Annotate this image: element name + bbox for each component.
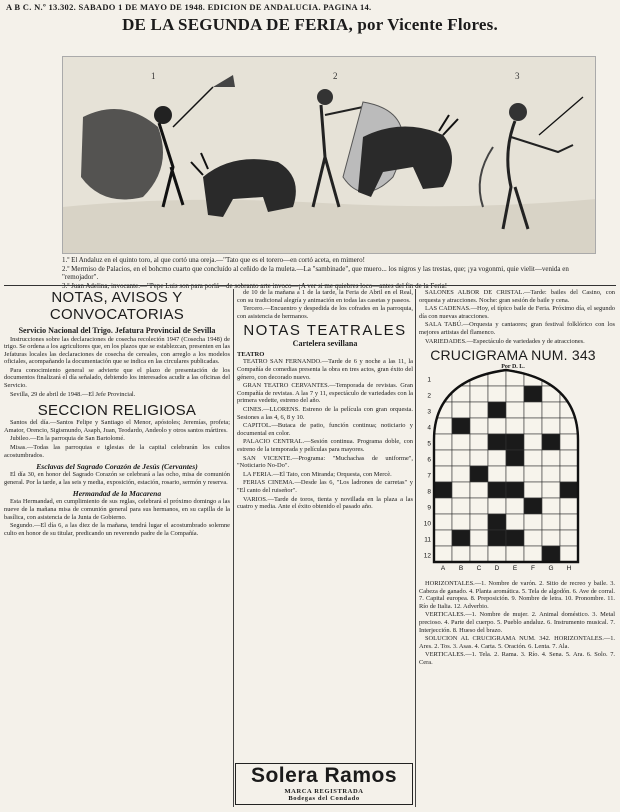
advert-line-1: MARCA REGISTRADA <box>284 788 364 795</box>
crossword-cell[interactable] <box>434 530 452 546</box>
crossword-cell[interactable] <box>542 418 560 434</box>
crossword-cell[interactable] <box>452 402 470 418</box>
panel-number-1: 1 <box>151 71 156 81</box>
crossword-cell[interactable] <box>470 434 488 450</box>
crossword-cell[interactable] <box>452 450 470 466</box>
left-column <box>4 289 230 809</box>
theater-paragraph: FERIAS CINEMA.—Desde las 6, "Los ladrones de carretas" y "El canto del ruiseñor". <box>237 479 413 494</box>
crossword-cell[interactable] <box>452 482 470 498</box>
page-header: A B C. N.º 13.302. SABADO 1 DE MAYO DE 1948. EDICION DE ANDALUCIA. PAGINA 14. <box>6 2 372 12</box>
crossword-cell[interactable] <box>452 514 470 530</box>
crossword-cell[interactable] <box>434 546 452 562</box>
crossword-author: Por D. L. <box>501 364 525 370</box>
right-column-bottom <box>419 580 615 808</box>
cartelera-subheading: Cartelera sevillana <box>292 339 358 349</box>
crossword-cell[interactable] <box>488 466 506 482</box>
crossword-heading: CRUCIGRAMA NUM. 343 <box>430 347 596 363</box>
crossword-cell[interactable] <box>470 530 488 546</box>
esclavas-paragraph: El día 30, en honor del Sagrado Corazón se celebrará a las ocho, misa de comunión general. Por la tarde, a las seis y media, exposición, estación, rosario, sermón y reserva. <box>4 471 230 486</box>
crossword-cell[interactable] <box>524 450 542 466</box>
crossword-cell[interactable] <box>488 402 506 418</box>
crossword-cell[interactable] <box>470 498 488 514</box>
solera-ramos-advert <box>235 763 413 805</box>
right-top-paragraph: LAS CADENAS.—Hoy, el típico baile de Feria. Próximo día, el segundo día con nuevas atracciones. <box>419 305 615 320</box>
crossword-cell[interactable] <box>524 530 542 546</box>
crossword-cell[interactable] <box>542 514 560 530</box>
mid-top-paragraph: de 10 de la mañana a 1 de la tarde, la Feria de Abril en el Real, con su tradicional alegría y animación en todas las casetas y paseos. <box>237 289 413 304</box>
crossword-column-letter: G <box>548 565 554 572</box>
crossword-cell[interactable] <box>506 482 524 498</box>
crossword-cell[interactable] <box>434 434 452 450</box>
crossword-cell[interactable] <box>488 530 506 546</box>
theater-paragraph: GRAN TEATRO CERVANTES.—Temporada de revistas. Gran Compañía de revistas. A las 7 y 11, espectáculo de variedades con la primera vedette, estreno del año. <box>237 382 413 405</box>
crossword-cell[interactable] <box>524 418 542 434</box>
macarena-paragraph: Esta Hermandad, en cumplimiento de sus reglas, celebrará el próximo domingo a las nueve de la mañana misa de comunión general para sus hermanos, en su capilla de la basílica, con asistencia de la Junta de Gobierno. <box>4 498 230 521</box>
crossword-cell[interactable] <box>488 546 506 562</box>
crossword-svg <box>420 366 590 578</box>
esclavas-heading: Esclavas del Sagrado Corazón de Jesús (Cervantes) <box>36 462 198 472</box>
crossword-cell[interactable] <box>560 434 578 450</box>
crossword-cell[interactable] <box>488 450 506 466</box>
crossword-cell[interactable] <box>452 546 470 562</box>
right-top-paragraph: SALA TABÚ.—Orquesta y cantaores; gran festival folklórico con los mejores artistas del flamenco. <box>419 321 615 336</box>
crossword-cell[interactable] <box>542 498 560 514</box>
right-top-paragraph: SALONES ALBOR DE CRISTAL.—Tarde: bailes del Casino, con orquesta y atracciones. Noche: gran sesión de baile y cena. <box>419 289 615 304</box>
crossword-row-number: 3 <box>427 408 431 416</box>
theater-paragraph: CAPITOL.—Butaca de patio, función continua; noticiario y documental en color. <box>237 422 413 437</box>
trigo-paragraph: Sevilla, 29 de abril de 1948.—El Jefe Provincial. <box>10 390 136 398</box>
religious-paragraph: Santos del día.—Santos Felipe y Santiago el Menor, apóstoles; Jeremías, profeta; Amator, Orencio, Sigismundo, Asaph, Juan, Teodardo, Andeolo y otros santos mártires. <box>4 419 230 434</box>
crossword-row-number: 2 <box>427 392 431 400</box>
crossword-row-number: 11 <box>424 536 431 544</box>
crossword-cell[interactable] <box>542 370 560 386</box>
theater-label: TEATRO <box>237 350 265 358</box>
crossword-cell[interactable] <box>434 466 452 482</box>
advert-line-2: Bodegas del Condado <box>288 795 360 802</box>
crossword-row-number: 8 <box>427 488 431 496</box>
crossword-cell[interactable] <box>506 450 524 466</box>
crossword-row-number: 10 <box>423 520 431 528</box>
crossword-cell[interactable] <box>524 386 542 402</box>
crossword-cell[interactable] <box>506 498 524 514</box>
crossword-cell[interactable] <box>488 434 506 450</box>
crossword-cell[interactable] <box>506 546 524 562</box>
theater-paragraph: VARIOS.—Tarde de toros, tienta y novillada en la plaza a las cuatro y media. Ante el éxito obtenido el pasado año. <box>237 495 413 511</box>
column-rule <box>233 289 234 807</box>
crossword-cell[interactable] <box>452 370 470 386</box>
crossword-row-number: 6 <box>427 456 431 464</box>
crossword-cell[interactable] <box>560 466 578 482</box>
crossword-cell[interactable] <box>542 466 560 482</box>
crossword-cell[interactable] <box>542 450 560 466</box>
crossword-column-letter: D <box>494 565 500 572</box>
crossword-cell[interactable] <box>470 402 488 418</box>
crossword-cells <box>434 370 578 562</box>
theater-paragraph: LA FERIA.—El Tato, con Miranda; Orquesta, con Mercè. <box>243 470 392 478</box>
crossword-cell[interactable] <box>488 386 506 402</box>
crossword-cell[interactable] <box>506 530 524 546</box>
crossword-column-letter: H <box>566 565 572 572</box>
page-title: DE LA SEGUNDA DE FERIA, por Vicente Flores. <box>122 15 498 34</box>
crossword-column-letter: B <box>458 565 464 572</box>
crossword-cell[interactable] <box>506 402 524 418</box>
theater-paragraph: SAN VICENTE.—Programa: "Muchachas de uniforme", "Noticiario No-Do". <box>237 454 413 470</box>
crossword-cell[interactable] <box>506 514 524 530</box>
theater-paragraph: TEATRO SAN FERNANDO.—Tarde de 6 y noche a las 11, la Compañía de comedias presenta la obra en tres actos, gran éxito del género, con decorado nuevo. <box>237 358 413 381</box>
crossword-cell[interactable] <box>488 482 506 498</box>
panel-number-3: 3 <box>515 71 520 81</box>
religious-paragraph: Misas.—Todas las parroquias e iglesias de la capital celebrarán los cultos acostumbrados. <box>4 444 230 459</box>
crossword-row-number: 4 <box>427 424 431 432</box>
crossword-cell[interactable] <box>542 530 560 546</box>
caricature-drawing <box>63 57 596 254</box>
crossword-cell[interactable] <box>470 514 488 530</box>
macarena-paragraph: Segundo.—El día 6, a las diez de la mañana, tendrá lugar el acostumbrado solemne culto en honor de su titular, predicando un reverendo padre de la Compañía. <box>4 522 230 537</box>
crossword-row-number: 9 <box>427 504 431 512</box>
crossword-column-letter: A <box>440 565 446 572</box>
crossword-cell[interactable] <box>524 402 542 418</box>
column-rule <box>415 289 416 807</box>
notices-heading: NOTAS, AVISOS Y CONVOCATORIAS <box>49 289 185 323</box>
macarena-heading: Hermandad de la Macarena <box>72 489 162 499</box>
trigo-subheading: Servicio Nacional del Trigo. Jefatura Provincial de Sevilla <box>18 326 216 335</box>
crossword-cell[interactable] <box>488 418 506 434</box>
crossword-cell[interactable] <box>506 466 524 482</box>
caption-2: 2.º Mermiso de Palacios, en el bohcmo cuarto que concluído al ceñido de la muleta.—La "sambinade", que muero... los nigros y las trestas, que; ¡ya vogonmi, quie vielit—venida en "remojador". <box>62 264 569 282</box>
crossword-cell[interactable] <box>452 434 470 450</box>
crossword-cell[interactable] <box>524 498 542 514</box>
crossword-cell[interactable] <box>434 482 452 498</box>
crossword-column-letter: C <box>476 565 482 572</box>
crossword-cell[interactable] <box>560 482 578 498</box>
right-top-paragraph: VARIEDADES.—Espectáculo de variedades y de atracciones. <box>425 337 585 345</box>
trigo-paragraph: Para conocimiento general se advierte que el plazo de presentación de los documentos finalizará el día señalado, debiendo los interesados acudir a las oficinas del Servicio. <box>4 366 230 390</box>
crossword-cell[interactable] <box>488 498 506 514</box>
crossword-column-letter: F <box>531 565 535 572</box>
crossword-cell[interactable] <box>524 514 542 530</box>
crossword-cell[interactable] <box>524 482 542 498</box>
crossword-cell[interactable] <box>452 466 470 482</box>
crossword-cell[interactable] <box>524 466 542 482</box>
theater-paragraph: PALACIO CENTRAL.—Sesión continua. Programa doble, con estreno de la temporada y películas para mayores. <box>237 438 413 453</box>
crossword-cell[interactable] <box>542 402 560 418</box>
crossword-cell[interactable] <box>560 546 578 562</box>
crossword-cell[interactable] <box>560 514 578 530</box>
crossword-cell[interactable] <box>470 466 488 482</box>
crossword-grid <box>420 366 590 578</box>
mid-top-paragraph: Tercero.—Encuentro y despedida de los cofrades en la parroquia, con asistencia de hermanos. <box>237 305 413 320</box>
crossword-cell[interactable] <box>470 386 488 402</box>
crossword-cell[interactable] <box>506 418 524 434</box>
crossword-row-number: 12 <box>423 552 431 560</box>
crossword-row-number: 1 <box>427 376 431 384</box>
bullfight-illustration <box>62 56 596 254</box>
right-column-top <box>419 289 615 347</box>
crossword-cell[interactable] <box>434 514 452 530</box>
panel-number-2: 2 <box>333 71 338 81</box>
crossword-cell[interactable] <box>524 546 542 562</box>
crossword-cell[interactable] <box>542 386 560 402</box>
crossword-clues: HORIZONTALES.—1. Nombre de varón. 2. Sitio de recreo y baile. 3. Cabeza de ganado. 4. Planta aromática. 5. Tela de algodón. 6. Ave de corral. 7. Capital europea. 8. Preposición. 9. Nombre de letra. 10. Pronombre. 11. Río de Italia. 12. Adverbio. <box>419 580 615 610</box>
crossword-cell[interactable] <box>542 434 560 450</box>
middle-column <box>237 289 413 759</box>
crossword-cell[interactable] <box>470 546 488 562</box>
theater-paragraph: CINES.—LLORENS. Estreno de la película con gran orquesta. Sesiones a las 4, 6, 8 y 10. <box>237 406 413 421</box>
crossword-cell[interactable] <box>470 482 488 498</box>
crossword-cell[interactable] <box>452 530 470 546</box>
crossword-solution: VERTICALES.—1. Tela. 2. Rama. 3. Río. 4. Sena. 5. Ara. 6. Solo. 7. Cera. <box>419 651 615 666</box>
advert-brand: Solera Ramos <box>250 764 398 787</box>
crossword-cell[interactable] <box>560 450 578 466</box>
crossword-row-number: 7 <box>427 472 431 480</box>
theater-heading: NOTAS TEATRALES <box>243 322 407 340</box>
crossword-cell[interactable] <box>542 546 560 562</box>
crossword-cell[interactable] <box>452 386 470 402</box>
crossword-clues: VERTICALES.—1. Nombre de mujer. 2. Animal doméstico. 3. Metal precioso. 4. Parte del cuerpo. 5. Pueblo andaluz. 6. Instrumento musical. 7. Interjección. 8. Hueso del brazo. <box>419 611 615 634</box>
crossword-cell[interactable] <box>560 530 578 546</box>
crossword-cell[interactable] <box>524 434 542 450</box>
crossword-cell[interactable] <box>470 450 488 466</box>
crossword-cell[interactable] <box>560 370 578 386</box>
crossword-cell[interactable] <box>434 498 452 514</box>
crossword-cell[interactable] <box>542 482 560 498</box>
crossword-cell[interactable] <box>488 514 506 530</box>
crossword-cell[interactable] <box>470 418 488 434</box>
crossword-cell[interactable] <box>452 418 470 434</box>
section-divider <box>4 285 616 286</box>
crossword-cell[interactable] <box>560 498 578 514</box>
crossword-cell[interactable] <box>506 434 524 450</box>
crossword-column-letter: E <box>512 565 518 572</box>
crossword-cell[interactable] <box>506 386 524 402</box>
crossword-row-number: 5 <box>427 440 431 448</box>
trigo-paragraph: Instrucciones sobre las declaraciones de cosecha recoleción 1947 (Cosecha 1948) de trigo. Se ordena a los agricultores que, en los plazos que se establezcan, presenten en las Jefaturas locales las declaraciones de cosecha de cereales, con arreglo a los modelos oficiales, acompañando la documentación que se indica en las circulares publicadas. <box>4 335 230 366</box>
crossword-cell[interactable] <box>434 370 452 386</box>
crossword-cell[interactable] <box>434 450 452 466</box>
religious-paragraph: Jubileo.—En la parroquia de San Bartolomé. <box>10 435 125 443</box>
caption-1: 1.º El Andaluz en el quinto toro, al que cortó una oreja.—"Tato que es el torero—en cortó aceta, en mimero! <box>62 256 365 264</box>
crossword-cell[interactable] <box>452 498 470 514</box>
crossword-solution: SOLUCION AL CRUCIGRAMA NUM. 342. HORIZONTALES.—1. Ares. 2. Tos. 3. Asas. 4. Carta. 5. Oración. 6. Lenta. 7. Ala. <box>419 635 615 650</box>
religious-heading: SECCION RELIGIOSA <box>37 402 197 420</box>
